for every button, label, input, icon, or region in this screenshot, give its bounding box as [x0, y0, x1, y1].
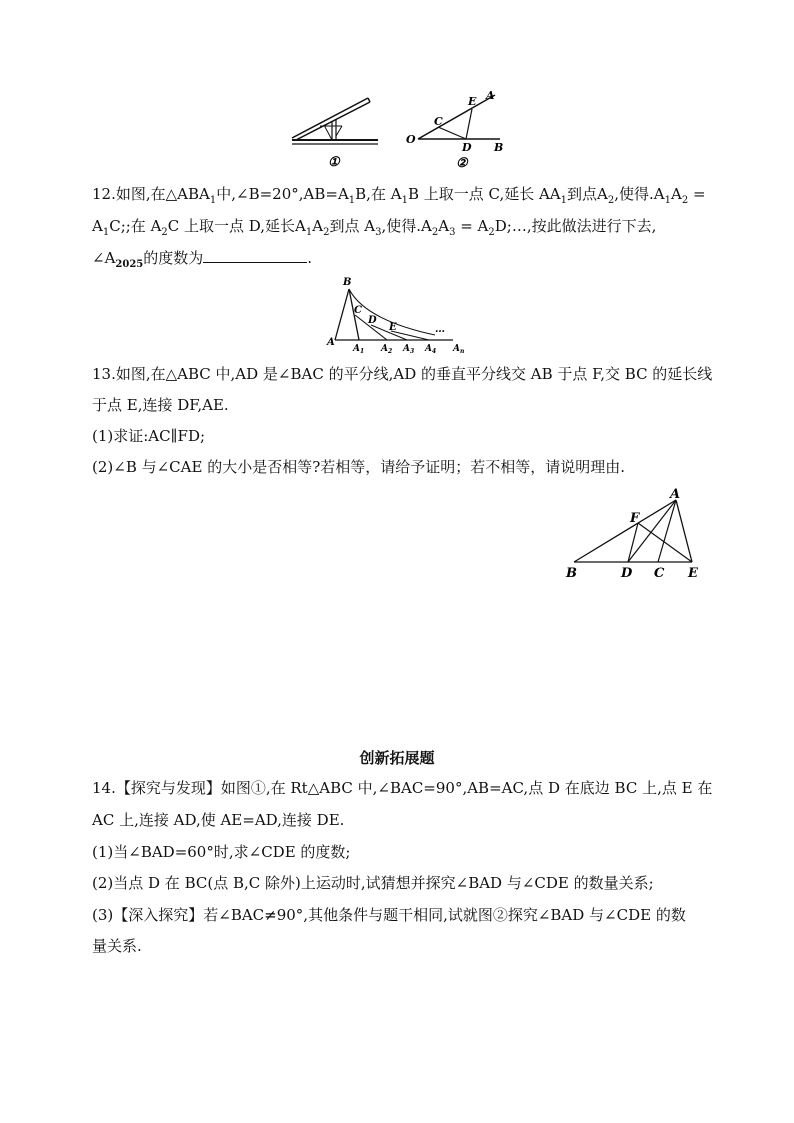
q12-line-2: [92, 216, 712, 236]
q12-point-E: E: [389, 322, 397, 333]
text-part: 的度数为: [143, 249, 204, 267]
figure-q12: [325, 275, 475, 357]
q12-line-1: [92, 184, 712, 204]
q13-point-B: B: [566, 566, 577, 581]
figure-1-label: ①: [328, 155, 340, 170]
text-part: C;;在 A: [109, 217, 162, 235]
q12-point-C: C: [354, 305, 362, 316]
q12-point-D: D: [368, 315, 377, 326]
text-part: = A: [455, 217, 489, 235]
text-part: D;…,按此做法进行下去,: [494, 217, 657, 235]
text-sub: 1: [348, 195, 356, 206]
text-sub: 1: [401, 195, 408, 206]
text-part: C 上取一点 D,延长A: [167, 217, 306, 235]
q13-point-C: C: [654, 566, 665, 581]
point-A: A: [486, 89, 495, 102]
q14-line-4: (2)当点 D 在 BC(点 B,C 除外)上运动时,试猜想并探究∠BAD 与∠CDE 的数量关系;: [92, 874, 654, 892]
text-sub: 2: [681, 195, 689, 206]
text-part: =: [688, 185, 706, 203]
text-part: ,使得.A: [381, 217, 432, 235]
text-sub: 3: [449, 227, 456, 238]
q12-point-A2: $A_2$: [381, 344, 393, 355]
text-part: 中,∠B=20°,AB=A: [216, 185, 349, 203]
q12-point-An: $A_n$: [453, 344, 465, 355]
text-sub: 1: [102, 227, 110, 238]
text-sub: 2: [488, 227, 495, 238]
q13-line-3: (1)求证:AC∥FD;: [92, 427, 206, 445]
point-C: C: [434, 115, 443, 128]
section-title: 创新拓展题: [359, 749, 435, 767]
text-part: ∠A: [92, 249, 116, 267]
text-part: A: [92, 217, 103, 235]
q13-line-4: (2)∠B 与∠CAE 的大小是否相等?若相等，请给予证明；若不相等，请说明理由.: [92, 458, 626, 476]
text-part: A: [312, 217, 324, 235]
q12-point-A: A: [327, 337, 335, 348]
text-sub: 1: [209, 195, 217, 206]
text-part: 到点 A: [329, 217, 376, 235]
q13-point-F: F: [630, 511, 640, 526]
q12-ellipsis: …: [435, 324, 445, 335]
q12-point-A3: $A_3$: [403, 344, 415, 355]
q13-point-D: D: [621, 566, 633, 581]
text-part: .: [307, 249, 313, 267]
figure-1-ramp: [280, 92, 390, 172]
point-D: D: [462, 141, 472, 154]
point-B: B: [494, 141, 504, 154]
text-part: B,在 A: [355, 185, 402, 203]
text-sub: 1: [305, 227, 313, 238]
text-part: A: [438, 217, 450, 235]
text-part: 12.如图,在△ABA: [92, 185, 210, 203]
text-sub: 2: [323, 227, 330, 238]
point-O: O: [406, 133, 416, 146]
text-sub: 1: [664, 195, 671, 206]
text-part: 到点A: [567, 185, 608, 203]
q14-line-6: 量关系.: [92, 937, 142, 955]
q13-line-1: 13.如图,在△ABC 中,AD 是∠BAC 的平分线,AD 的垂直平分线交 AB 于点 F,交 BC 的延长线: [92, 365, 713, 383]
text-sub: 2: [431, 227, 439, 238]
point-E: E: [468, 95, 477, 108]
text-part: A: [671, 185, 682, 203]
figure-2-angle: [400, 85, 530, 175]
text-part: ,使得.A: [614, 185, 665, 203]
text-part: B 上取一点 C,延长 AA: [407, 185, 561, 203]
figure-q13: [560, 482, 710, 582]
q12-point-A1: $A_1$: [353, 344, 365, 355]
text-sub: 2025: [115, 259, 144, 270]
text-sub: 2: [161, 227, 168, 238]
q13-point-E: E: [688, 566, 698, 581]
answer-blank[interactable]: [203, 248, 307, 263]
q13-line-2: 于点 E,连接 DF,AE.: [92, 396, 229, 414]
q14-line-2: AC 上,连接 AD,使 AE=AD,连接 DE.: [92, 811, 345, 829]
text-sub: 2: [607, 195, 615, 206]
q12-point-A4: $A_4$: [425, 344, 437, 355]
q14-line-3: (1)当∠BAD=60°时,求∠CDE 的度数;: [92, 843, 351, 861]
q14-line-5: (3)【深入探究】若∠BAC≠90°,其他条件与题干相同,试就图②探究∠BAD 与∠CDE 的数: [92, 906, 686, 924]
q12-point-B: B: [343, 277, 352, 288]
figure-2-label: ②: [456, 156, 468, 171]
q12-line-3: [92, 248, 712, 268]
text-sub: 3: [375, 227, 382, 238]
text-sub: 1: [560, 195, 568, 206]
q14-line-1: 14.【探究与发现】如图①,在 Rt△ABC 中,∠BAC=90°,AB=AC,点 D 在底边 BC 上,点 E 在: [92, 779, 713, 797]
q13-point-A: A: [670, 487, 681, 502]
